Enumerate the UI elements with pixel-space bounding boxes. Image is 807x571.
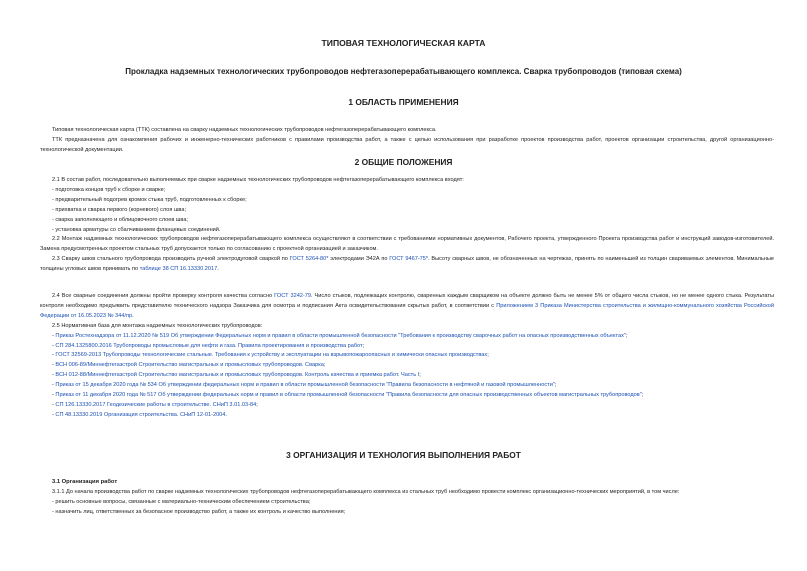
norm-link[interactable]: СП 48.13330.2019 Организация строительства. СНиП 12-01-2004 [55,411,226,418]
punctuation: ; [487,352,489,359]
norm-item [40,381,774,391]
text: . Число стыков, подлежащих контролю, сваренных каждым сварщиком на объекте должно быть не менее 5% от общего числа стыков, но не менее одного стыка. Результаты контроля необходимо предъявить представителю технического надзора Заказчика для осмотра и подписания Акта освидетельствования скрытых работ, в соответствии с [40,293,774,309]
list-item: - установка арматуры со сбалчиванием фланцевых соединений. [52,226,221,233]
text: . [132,312,134,319]
text: . [217,266,219,273]
list-item: - назначить лиц, ответственных за безопасное производство работ, а также их контроль и качество выполнения; [52,508,346,515]
norm-item [40,351,774,361]
punctuation: ; [419,372,421,379]
bullet: - [52,362,56,369]
list-item: - предварительный подогрев кромок стыка труб, подготовленных к сборке; [52,196,247,203]
bullet: - [52,382,56,389]
section-3-body [40,478,774,518]
list-item: - сварка заполняющего и облицовочного слоев шва; [52,216,188,223]
text: 2.4 Все сварные соединения должны пройти проверку контроля качества согласно [52,293,275,299]
bullet: - [52,392,56,399]
norm-item [40,411,774,421]
link-gost-9467[interactable]: ГОСТ 9467-75* [389,256,429,263]
section-2-heading: 2 ОБЩИЕ ПОЛОЖЕНИЯ [354,157,453,167]
norm-item [40,391,774,401]
section-2-body-continued [40,292,774,421]
section-1-heading: 1 ОБЛАСТЬ ПРИМЕНЕНИЯ [348,97,459,107]
norm-link[interactable]: ГОСТ 32569-2013 Трубопроводы технологические стальные. Требования к устройству и эксплуатации на взрывопожароопасных и химически опасных производствах [55,352,488,359]
text: . Высоту сварных швов, не обозначенных на чертежах, принять по наименьшей из толщин свариваемых элементов. Минимальные толщины угловых швов принимать по [40,256,774,273]
section-2-body [40,176,774,275]
list-item: - прихватка и сварка первого (корневого) слоя шва; [52,206,187,213]
norm-item [40,361,774,371]
norm-link[interactable]: ВСН 012-88/Миннефтегазстрой Строительство магистральных и промысловых трубопроводов. Контроль качества и приемка работ. Часть I [55,372,420,379]
norms-list [40,332,774,421]
norm-link[interactable]: СП 126.13330.2017 Геодезические работы в строительстве. СНиП 3.01.03-84 [55,401,257,408]
paragraph: ТТК предназначена для ознакомления рабочих и инженерно-технических работников с правилами производства работ, а также с целью использования при разработке проектов производства работ, проектов организации строительства, другой организационно-технологической документации. [40,136,774,153]
link-gost-3242[interactable]: ГОСТ 3242-79 [274,293,311,299]
punctuation: ; [323,362,326,369]
punctuation: . [225,411,227,418]
paragraph-2-2: 2.2 Монтаж надземных технологических трубопроводов нефтегазоперерабатывающего комплекса осуществляют в соответствии с требованиями нормативных документов, Рабочего проекта, утвержденного Проекта производства работ и инструкций заводов-изготовителей. Замена предусмотренных проектом стальных труб допускается только по согласованию с проектной организацией и заказчиком. [40,236,774,253]
norm-link[interactable]: Приказ от 11 декабря 2020 года № 517 Об утверждении федеральных норм и правил в области промышленной безопасности "Правила безопасности для опасных производственных объектов магистральных трубопроводов" [55,392,642,399]
paragraph-2-1: 2.1 В состав работ, последовательно выполняемых при сварке надземных технологических трубопроводов нефтегазоперерабатывающего комплекса входят: [52,177,464,183]
text: 2.3 Сварку швов стального трубопровода производить ручной электродуговой сваркой по [52,256,290,263]
punctuation: ; [554,382,557,389]
paragraph-2-4 [40,292,774,322]
norm-item [40,332,774,342]
norm-item [40,371,774,381]
section-3-heading: 3 ОРГАНИЗАЦИЯ И ТЕХНОЛОГИЯ ВЫПОЛНЕНИЯ РАБОТ [286,450,521,460]
paragraph-2-3 [40,255,774,275]
bullet: - [52,372,56,379]
norm-link[interactable]: Приказ Ростехнадзора от 11.12.2020 № 519 Об утверждении Федеральных норм и правил в области промышленной безопасности "Требования к производству сварочных работ на опасных производственных объектах" [55,332,626,339]
bullet: - [52,352,56,359]
subsection-3-1-title: 3.1 Организация работ [52,479,118,485]
norm-link[interactable]: Приказ от 15 декабря 2020 года № 534 Об утверждении федеральных норм и правил в области промышленной безопасности "Правила безопасности в нефтяной и газовой промышленности" [55,382,555,389]
link-appendix-3[interactable]: Приложением 3 Приказа Министерства строительства и жилищно-коммунального хозяйства Российской Федерации от 16.05.2023 № 344/пр [40,302,774,319]
list-item: - решить основные вопросы, связанные с материально-техническим обеспечением строительства; [52,498,311,505]
bullet: - [52,401,56,408]
link-gost-5264[interactable]: ГОСТ 5264-80* [289,256,329,263]
norm-item [40,401,774,411]
norm-link[interactable]: СП 284.1325800.2016 Трубопроводы промысловые для нефти и газа. Правила проектирования и производства работ [55,342,363,349]
punctuation: ; [362,342,365,349]
punctuation: ; [641,392,644,399]
paragraph-2-5: 2.5 Нормативная база для монтажа надземных технологических трубопроводов: [52,322,263,329]
section-1-body [40,126,774,156]
norm-link[interactable]: ВСН 006-89/Миннефтегазстрой Строительство магистральных и промысловых трубопроводов. Сварка [55,362,324,369]
link-table-38[interactable]: таблице 38 СП 16.13330.2017 [139,266,218,273]
list-item: - подготовка концов труб к сборке и сварке; [52,186,166,193]
norm-item [40,342,774,352]
bullet: - [52,411,56,418]
paragraph: Типовая технологическая карта (ТТК) составлена на сварку надземных технологических трубопроводов нефтегазоперерабатывающего комплекса. [52,127,437,133]
paragraph-3-1-1: 3.1.1 До начала производства работ по сварке надземных технологических трубопроводов нефтегазоперерабатывающего комплекса из стальных труб необходимо провести комплекс организационно-технических мероприятий, в том числе: [52,488,680,495]
bullet: - [52,332,56,339]
punctuation: ; [256,401,258,408]
document-title: ТИПОВАЯ ТЕХНОЛОГИЧЕСКАЯ КАРТА [321,38,486,48]
punctuation: ; [625,332,628,339]
document-subtitle: Прокладка надземных технологических трубопроводов нефтегазоперерабатывающего комплекса. Сварка трубопроводов (типовая схема) [125,67,682,76]
text: электродами Э42А по [328,256,390,263]
bullet: - [52,342,56,349]
